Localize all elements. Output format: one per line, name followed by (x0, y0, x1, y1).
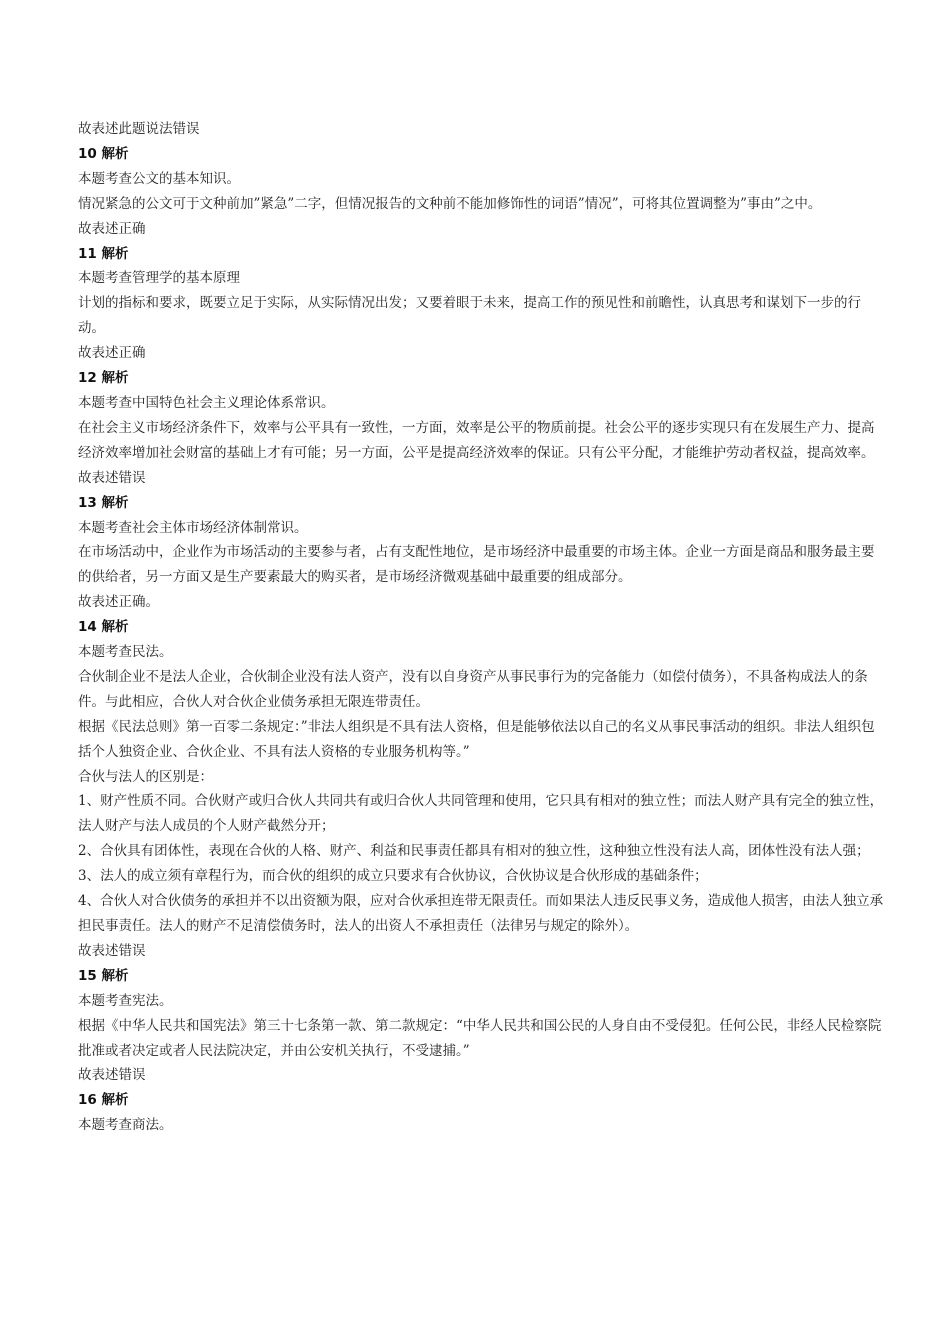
topic-text: 本题考查宪法。 (78, 992, 173, 1009)
topic-text: 本题考查商法。 (78, 1117, 173, 1134)
section-heading-10: 10 解析 (78, 145, 129, 162)
list-item: 2、合伙具有团体性，表现在合伙的人格、财产、利益和民事责任都具有相对的独立性，这种独立性没有法人高，团体性没有法人强； (78, 843, 870, 860)
legal-quote-text: 根据《民法总则》第一百零二条规定：”非法人组织是不具有法人资格，但是能够依法以自己的名义从事民事活动的组织。非法人组织包括个人独资企业、合伙企业、不具有法人资格的专业服务机构等。” (78, 718, 875, 760)
conclusion-text: 故表述正确 (78, 345, 146, 362)
topic-text: 本题考查民法。 (78, 644, 173, 661)
conclusion-text: 故表述错误 (78, 942, 146, 959)
explanation-text: 在社会主义市场经济条件下，效率与公平具有一致性，一方面，效率是公平的物质前提。社会公平的逐步实现只有在发展生产力、提高经济效率增加社会财富的基础上才有可能；另一方面，公平是提高经济效率的保证。只有公平分配，才能维护劳动者权益，提高效率。 (78, 419, 875, 461)
topic-text: 本题考查公文的基本知识。 (78, 170, 240, 187)
section-heading-11: 11 解析 (78, 245, 129, 262)
legal-quote-text: 根据《中华人民共和国宪法》第三十七条第一款、第二款规定：“中华人民共和国公民的人身自由不受侵犯。任何公民，非经人民检察院批准或者决定或者人民法院决定，并由公安机关执行，不受逮捕。” (78, 1017, 882, 1059)
conclusion-text: 故表述此题说法错误 (78, 121, 200, 137)
topic-text: 本题考查管理学的基本原理 (78, 270, 240, 287)
list-item: 3、法人的成立须有章程行为，而合伙的组织的成立只要求有合伙协议，合伙协议是合伙形成的基础条件； (78, 868, 708, 885)
section-heading-12: 12 解析 (78, 370, 129, 387)
explanation-text: 合伙制企业不是法人企业，合伙制企业没有法人资产，没有以自身资产从事民事行为的完备能力（如偿付债务），不具备构成法人的条件。与此相应，合伙人对合伙企业债务承担无限连带责任。 (78, 668, 868, 710)
conclusion-text: 故表述正确 (78, 220, 146, 237)
section-heading-15: 15 解析 (78, 967, 129, 984)
topic-text: 本题考查中国特色社会主义理论体系常识。 (78, 394, 335, 411)
list-item: 1、财产性质不同。合伙财产或归合伙人共同共有或归合伙人共同管理和使用，它只具有相对的独立性；而法人财产具有完全的独立性，法人财产与法人成员的个人财产截然分开； (78, 793, 884, 835)
conclusion-text: 故表述错误 (78, 469, 146, 486)
explanation-text: 情况紧急的公文可于文种前加”紧急”二字，但情况报告的文种前不能加修饰性的词语”情况”，可将其位置调整为”事由”之中。 (78, 195, 822, 212)
list-intro-text: 合伙与法人的区别是： (78, 768, 213, 785)
section-heading-14: 14 解析 (78, 619, 129, 636)
section-heading-13: 13 解析 (78, 494, 129, 511)
topic-text: 本题考查社会主体市场经济体制常识。 (78, 519, 308, 536)
explanation-text: 计划的指标和要求，既要立足于实际，从实际情况出发；又要着眼于未来，提高工作的预见性和前瞻性，认真思考和谋划下一步的行动。 (78, 295, 861, 337)
section-heading-16: 16 解析 (78, 1092, 129, 1109)
explanation-text: 在市场活动中，企业作为市场活动的主要参与者，占有支配性地位，是市场经济中最重要的市场主体。企业一方面是商品和服务最主要的供给者，另一方面又是生产要素最大的购买者，是市场经济微观基础中最重要的组成部分。 (78, 544, 875, 586)
conclusion-text: 故表述错误 (78, 1067, 146, 1084)
list-item: 4、合伙人对合伙债务的承担并不以出资额为限，应对合伙承担连带无限责任。而如果法人违反民事义务，造成他人损害，由法人独立承担民事责任。法人的财产不足清偿债务时，法人的出资人不承担责任（法律另与规定的除外）。 (78, 893, 884, 934)
conclusion-text: 故表述正确。 (78, 594, 159, 611)
document-page (78, 117, 884, 1138)
